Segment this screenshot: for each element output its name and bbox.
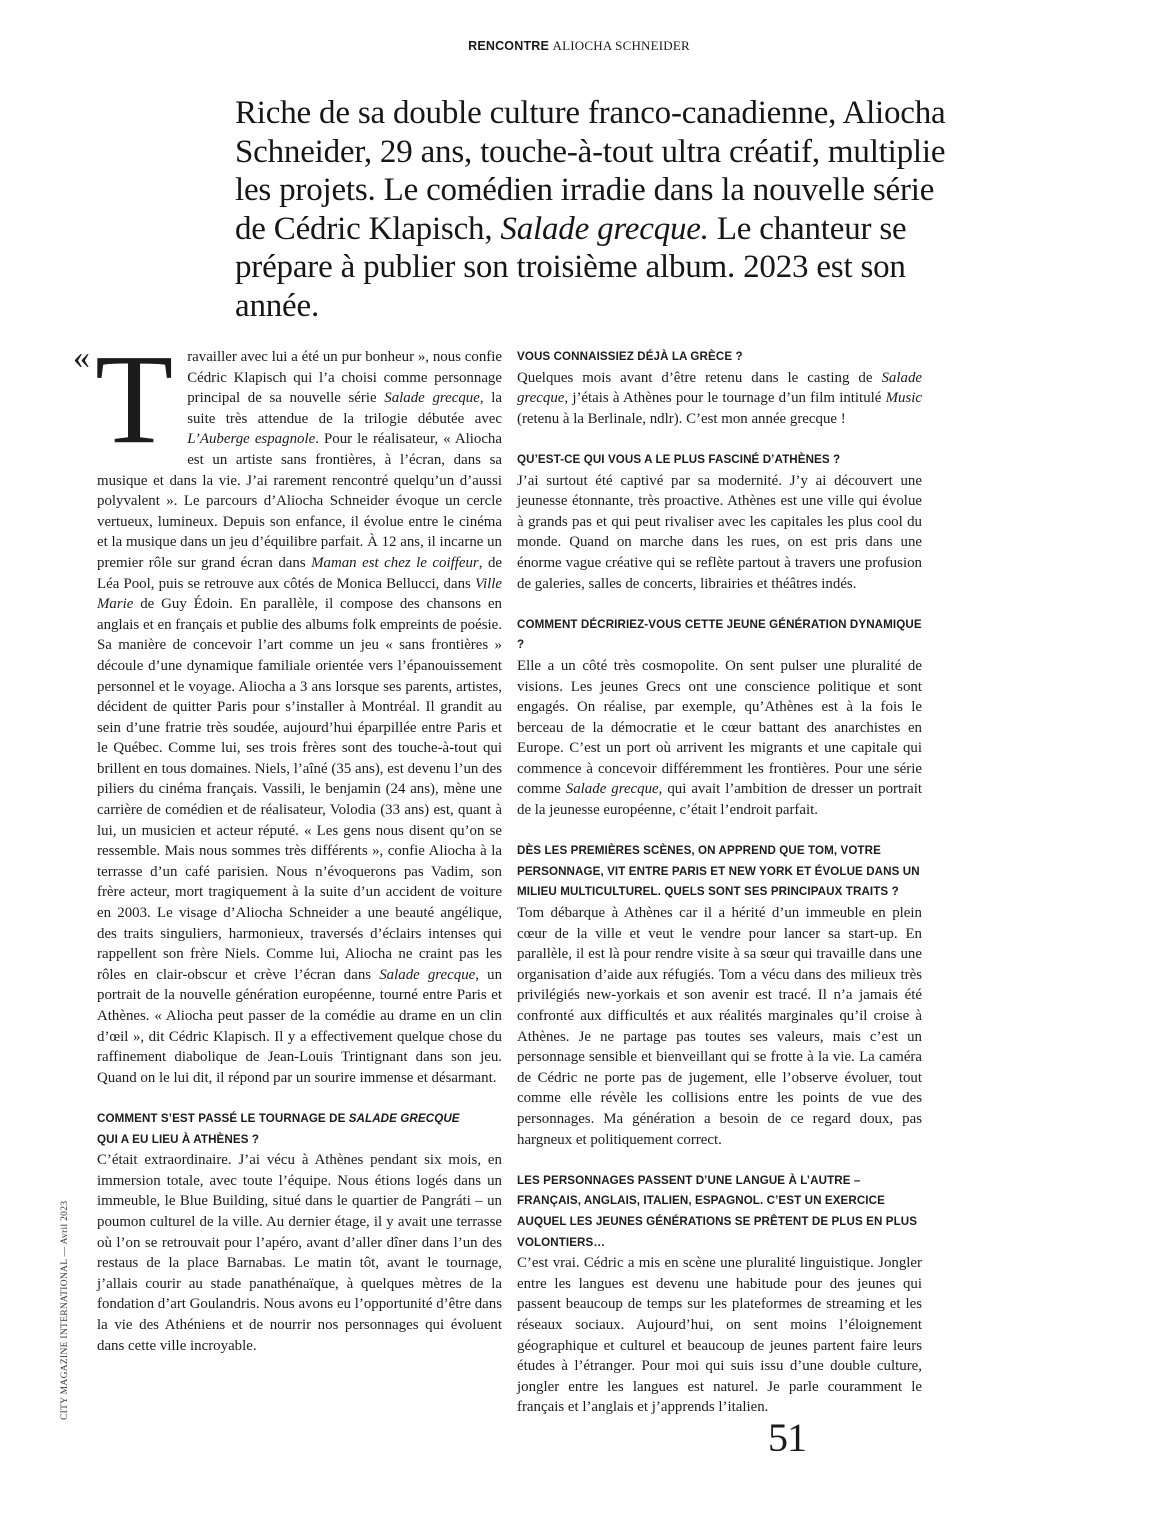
intro-text: de Guy Édoin. En parallèle, il compose des chansons en anglais et en français et publie des albums folk empreints de poésie. Sa manière de concevoir l’art comme un jeu « sans frontières » découle d’une dynamique familiale orientée vers l’épanouissement personnel et le voyage. Aliocha a 3 ans lorsque ses parents, artistes, décident de quitter Paris pour s’installer à Montréal. Il grandit au sein d’une fratrie très soudée, aujourd’hui éparpillée entre Paris et le Québec. Comme lui, ses trois frères sont des touche-à-tout qui brillent en tous domaines. Niels, l’aîné (35 ans), est devenu l’un des piliers du cinéma français. Vassili, le benjamin (24 ans), mène une carrière de comédien et de réalisateur, Volodia (33 ans) est, quant à lui, un musicien et acteur réputé. « Les gens nous disent qu’on se ressemble. Mais nous sommes très différents », confie Aliocha à la terrasse d’un café parisien. Nous n’évoquerons pas Vadim, son frère acteur, mort tragiquement à la suite d’un accident de voiture en 2003. Le visage d’Aliocha Schneider a une beauté angélique, des traits singuliers, harmonieux, traversés d’éclairs intenses qui rappellent son frère Niels. Comme lui, Aliocha ne craint pas les rôles en clair-obscur et crève l’écran dans xyxy=(97,596,502,983)
intro-title-ref: Ville Marie xyxy=(97,575,502,613)
left-column xyxy=(73,328,503,1356)
answer-title-ref: Music xyxy=(885,390,922,407)
question-heading: LES PERSONNAGES PASSENT D’UNE LANGUE À L’AUTRE – FRANÇAIS, ANGLAIS, ITALIEN, ESPAGNOL. C’EST UN EXERCICE AUQUEL LES JEUNES GÉNÉRATIONS SE PRÊTENT DE PLUS EN PLUS VOLONTIERS… xyxy=(517,1173,918,1249)
question-heading: VOUS CONNAISSIEZ DÉJÀ LA GRÈCE ? xyxy=(517,350,743,363)
answer-paragraph xyxy=(517,656,922,821)
lead-text-end: Le chanteur se prépare à publier son troisième album. 2023 est son année. xyxy=(235,210,907,324)
subject-name: ALIOCHA SCHNEIDER xyxy=(552,38,690,53)
section-rubric: RENCONTRE xyxy=(468,39,550,53)
question-heading: COMMENT DÉCRIRIEZ-VOUS CETTE JEUNE GÉNÉRATION DYNAMIQUE ? xyxy=(517,617,922,652)
question-text: COMMENT S’EST PASSÉ LE TOURNAGE DE xyxy=(97,1111,349,1125)
intro-text: ravailler avec lui a été un pur bonheur », nous confie Cédric Klapisch qui l’a choisi comme personnage principal de sa nouvelle série xyxy=(187,349,502,407)
right-column xyxy=(517,347,922,1418)
intro-text: , de Léa Pool, puis se retrouve aux côtés de Monica Bellucci, dans xyxy=(97,554,503,592)
answer-text: , qui avait l’ambition de dresser un portrait de la jeunesse européenne, c’était l’endroit parfait. xyxy=(517,781,922,819)
lead-series-title: Salade grecque. xyxy=(500,210,709,247)
answer-text: Elle a un côté très cosmopolite. On sent pulser une pluralité de visions. Les jeunes Grecs ont une conscience politique et sont engagés. On réalise, par exemple, qu’Athènes est à la fois le berceau de la démocratie et le cœur battant des anarchistes en Europe. C’est un port où arrivent les migrants et une capitale qui commence à concevoir différemment les frontières. Pour une série comme xyxy=(517,657,922,798)
page-number: 51 xyxy=(768,1415,806,1460)
intro-title-ref: Salade grecque xyxy=(379,966,476,983)
question-text: QUI A EU LIEU À ATHÈNES ? xyxy=(97,1132,260,1146)
intro-title-ref: Maman est chez le coiffeur xyxy=(311,554,479,571)
answer-text: Quelques mois avant d’être retenu dans le casting de xyxy=(517,369,882,386)
intro-text: , un portrait de la nouvelle génération européenne, tourné entre Paris et Athènes. « Aliocha peut passer de la comédie au drame en un clin d’œil », dit Cédric Klapisch. Il y a effectivement quelque chose du raffinement diabolique de Jean-Louis Trintignant dans son jeu. Quand on le lui dit, il répond par un sourire immense et désarmant. xyxy=(97,966,503,1086)
answer-paragraph: C’était extraordinaire. J’ai vécu à Athènes pendant six mois, en immersion totale, avec toute l’équipe. Nous étions logés dans un immeuble, le Blue Building, situé dans le quartier de Pangráti – un poumon culturel de la ville. Au dernier étage, il y avait une terrasse où l’on se retrouvait pour l’apéro, avant d’aller dîner dans l’un des restaus de la place Barnabas. Le matin tôt, avant le tournage, j’allais courir au stade panathénaïque, à quelques mètres de la fondation d’art Goulandris. Nous avons eu l’opportunité d’être dans la vie des Athéniens et de nourrir nos personnages qui évoluent dans cette ville incroyable. xyxy=(97,1152,502,1354)
question-heading xyxy=(97,1109,502,1150)
drop-cap: T xyxy=(95,328,174,470)
intro-paragraph xyxy=(73,328,503,1088)
question-heading: QU’EST-CE QUI VOUS A LE PLUS FASCINÉ D’ATHÈNES ? xyxy=(517,452,841,466)
answer-paragraph xyxy=(517,368,922,430)
intro-title-ref: L’Auberge espagnole xyxy=(187,431,316,448)
magazine-issue-label: CITY MAGAZINE INTERNATIONAL — Avril 2023 xyxy=(60,1200,70,1420)
lead-text-start: Riche de sa double culture franco-canadienne, Aliocha Schneider, 29 ans, touche-à-tout ultra créatif, multiplie les projets. Le comédien irradie dans la nouvelle série de Cédric Klapisch, xyxy=(235,95,946,247)
answer-title-ref: Salade grecque xyxy=(565,781,659,798)
answer-text: , j’étais à Athènes pour le tournage d’un film intitulé xyxy=(564,390,886,407)
question-title-ref: SALADE GRECQUE xyxy=(348,1111,460,1125)
answer-paragraph: Tom débarque à Athènes car il a hérité d’un immeuble en plein cœur de la ville et veut le vendre pour lancer sa start-up. En parallèle, il est là pour rendre visite à sa sœur qui travaille dans une organisation d’aide aux réfugiés. Tom a vécu dans des milieux très privilégiés new-yorkais et son avenir est tracé. Il n’a jamais été confronté aux difficultés et aux réalités marginales qu’il croise à Athènes. Je ne partage pas toutes ses valeurs, mais c’est un personnage sensible et bienveillant qui se frotte à la vie. La caméra de Cédric ne porte pas de jugement, elle l’observe évoluer, tout comme elle révèle les collisions entre les points de vue des personnages. Ma génération a besoin de ce regard doux, pas hargneux et politiquement correct. xyxy=(517,905,922,1148)
intro-text: , la suite très attendue de la trilogie débutée avec xyxy=(187,390,502,427)
article-lead xyxy=(235,94,955,325)
question-heading: DÈS LES PREMIÈRES SCÈNES, ON APPREND QUE TOM, VOTRE PERSONNAGE, VIT ENTRE PARIS ET NEW YORK ET ÉVOLUE DANS UN MILIEU MULTICULTUREL. QUELS SONT SES PRINCIPAUX TRAITS ? xyxy=(517,844,920,899)
answer-paragraph: C’est vrai. Cédric a mis en scène une pluralité linguistique. Jongler entre les langues est devenu une habitude pour des jeunes qui passent beaucoup de temps sur les plateformes de streaming et les réseaux sociaux. Aujourd’hui, on sent moins l’éloignement géographique et culturel et beaucoup de jeunes partent faire leurs études à l’étranger. Pour moi qui suis issu d’une double culture, jongler entre les langues est naturel. Je parle couramment le français et l’anglais et j’apprends l’italien. xyxy=(517,1255,922,1416)
page-header xyxy=(0,38,1158,54)
opening-quote-mark: « xyxy=(73,339,90,376)
intro-text: . Pour le réalisateur, « Aliocha est un artiste sans frontières, à l’écran, dans sa musique et dans la vie. J’ai rarement rencontré quelqu’un d’aussi polyvalent ». Le parcours d’Aliocha Schneider évoque un cercle vertueux, lumineux. Depuis son enfance, il évolue entre le cinéma et la musique dans un jeu d’équilibre parfait. À 12 ans, il incarne un premier rôle sur grand écran dans xyxy=(97,431,502,571)
answer-title-ref: Salade grecque xyxy=(517,369,922,407)
answer-text: (retenu à la Berlinale, ndlr). C’est mon année grecque ! xyxy=(517,410,846,427)
intro-title-ref: Salade grecque xyxy=(384,390,480,407)
answer-paragraph: J’ai surtout été captivé par sa modernité. J’y ai découvert une jeunesse étonnante, très proactive. Athènes est une ville qui évolue à grands pas et qui peut rivaliser avec les capitales les plus cool du monde. Quand on marche dans les rues, on est pris dans une énorme vague créative qui se reflète partout à travers une profusion de galeries, salles de concerts, librairies et théâtres indés. xyxy=(517,472,922,592)
